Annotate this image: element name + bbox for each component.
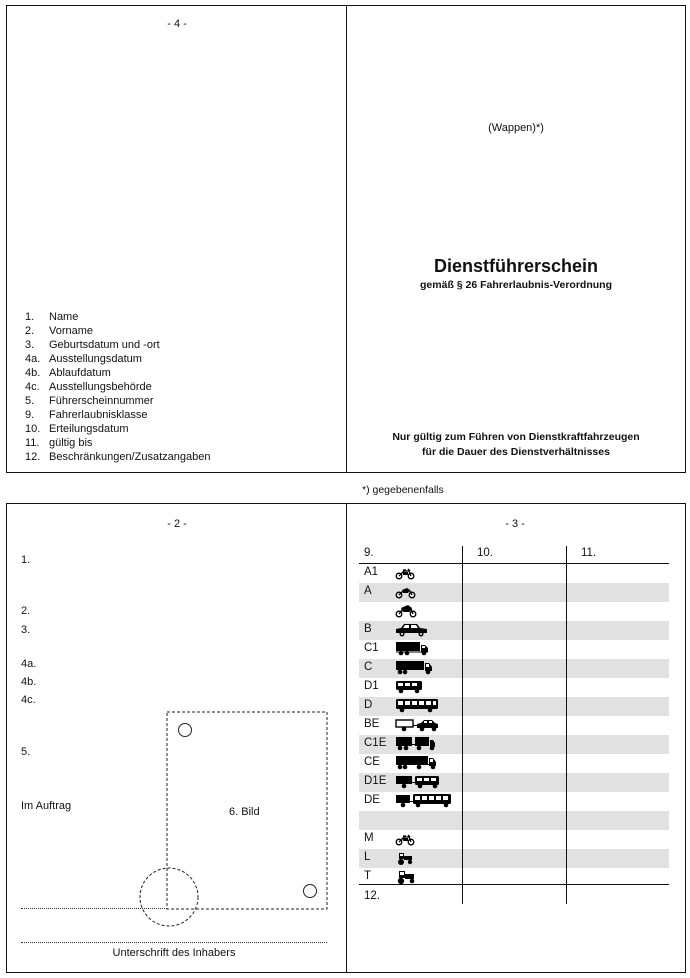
minibus-trailer-icon (395, 775, 440, 792)
field-legend (25, 310, 210, 464)
license-class-label: M (364, 832, 374, 844)
license-class-label: BE (364, 718, 380, 730)
table-row (359, 659, 669, 678)
official-seal-area (140, 868, 198, 926)
legend-label: Führerscheinnummer (49, 395, 154, 407)
classes-page (347, 504, 685, 972)
light-truck-trailer-icon (395, 737, 436, 754)
legend-item (25, 450, 210, 464)
column-rule-10 (462, 546, 463, 904)
license-class-label: CE (364, 756, 380, 768)
im-auftrag-label: Im Auftrag (21, 800, 72, 812)
license-class-table (359, 546, 669, 907)
legend-item (25, 408, 210, 422)
table-row (359, 773, 669, 792)
holder-signature-label: Unterschrift des Inhabers (112, 947, 236, 959)
document-subtitle: gemäß § 26 Fahrerlaubnis-Verordnung (420, 279, 612, 291)
license-class-label: B (364, 623, 372, 635)
moped-small-icon (395, 832, 416, 849)
legend-number: 2. (25, 325, 35, 337)
legend-item (25, 310, 210, 324)
legend-item (25, 366, 210, 380)
car-icon (395, 623, 429, 640)
legend-label: Beschränkungen/Zusatzangaben (49, 451, 211, 463)
legend-number: 4c. (25, 381, 40, 393)
table-row (359, 792, 669, 811)
validity-note (347, 430, 685, 460)
bus-icon (395, 699, 439, 716)
license-class-label: C1 (364, 642, 379, 654)
validity-note-line2: für die Dauer des Dienstverhältnisses (422, 446, 610, 458)
legend-number: 5. (25, 395, 35, 407)
photo-area (7, 504, 345, 972)
legend-label: Ausstellungsdatum (49, 353, 142, 365)
page-number-4: - 4 - (167, 18, 187, 30)
row-12-label: 12. (364, 890, 380, 902)
license-class-label: C1E (364, 737, 387, 749)
motorcycle-large-icon (395, 604, 418, 621)
field-2: 2. (21, 605, 31, 617)
column-rule-11 (566, 546, 567, 904)
table-row (359, 754, 669, 773)
header-11: 11. (581, 547, 597, 559)
legend-number: 4b. (25, 367, 41, 379)
license-class-label: A1 (364, 566, 379, 578)
table-row (359, 697, 669, 716)
legend-item (25, 338, 210, 352)
legend-number: 1. (25, 311, 35, 323)
field-4a: 4a. (21, 658, 37, 670)
legend-number: 4a. (25, 353, 41, 365)
photo-hole-top-left (179, 724, 192, 737)
legend-item (25, 394, 210, 408)
legend-label: Vorname (49, 325, 94, 337)
legend-label: Ablaufdatum (49, 367, 111, 379)
table-row (359, 621, 669, 640)
table-row (359, 602, 669, 621)
motorcycle-icon (395, 585, 417, 602)
license-front-panel (6, 5, 686, 473)
license-class-label: D1 (364, 680, 379, 692)
license-class-label: L (364, 851, 371, 863)
page-number-2: - 2 - (167, 518, 187, 530)
document-title: Dienstführerschein (433, 256, 599, 276)
footnote: *) gegebenenfalls (362, 484, 444, 496)
table-row (359, 678, 669, 697)
table-row (359, 735, 669, 754)
legend-label: Geburtsdatum und -ort (49, 339, 160, 351)
legend-number: 12. (25, 451, 41, 463)
legend-item (25, 380, 210, 394)
license-inner-panel (6, 503, 686, 973)
articulated-truck-icon (395, 756, 437, 773)
table-row (359, 811, 669, 830)
legend-number: 9. (25, 409, 35, 421)
minibus-icon (395, 680, 423, 697)
tractor-icon (395, 851, 414, 868)
field-1: 1. (21, 554, 31, 566)
license-class-label: DE (364, 794, 380, 806)
truck-icon (395, 661, 433, 678)
table-row (359, 640, 669, 659)
table-row (359, 830, 669, 849)
license-class-label: A (364, 585, 372, 597)
header-9: 9. (364, 547, 374, 559)
photo-label: 6. Bild (229, 806, 260, 818)
legend-label: Name (49, 311, 79, 323)
legend-label: Ausstellungsbehörde (49, 381, 152, 393)
legend-item (25, 352, 210, 366)
table-row (359, 583, 669, 602)
legend-label: Fahrerlaubnisklasse (49, 409, 148, 421)
legend-label: gültig bis (49, 437, 93, 449)
table-row (359, 716, 669, 735)
license-class-label: D (364, 699, 373, 711)
legend-item (25, 436, 210, 450)
fold-divider (346, 6, 347, 472)
table-row (359, 849, 669, 868)
field-3: 3. (21, 624, 31, 636)
photo-hole-bottom-right (304, 885, 317, 898)
bus-trailer-icon (395, 794, 452, 811)
license-class-label: D1E (364, 775, 387, 787)
row12-rule (359, 884, 669, 885)
license-class-label: T (364, 870, 372, 882)
validity-note-line1: Nur gültig zum Führen von Dienstkraftfahrzeugen (392, 431, 640, 443)
car-trailer-icon (395, 718, 439, 735)
legend-number: 10. (25, 423, 41, 435)
field-5: 5. (21, 746, 31, 758)
legend-number: 11. (25, 437, 40, 449)
legend-number: 3. (25, 339, 35, 351)
coat-of-arms-placeholder: (Wappen)*) (488, 122, 544, 134)
table-row (359, 564, 669, 583)
header-10: 10. (477, 547, 493, 559)
table-header (359, 546, 669, 564)
official-signature-line (21, 908, 167, 909)
header-rule (359, 563, 669, 564)
light-truck-icon (395, 642, 429, 659)
row-12 (359, 887, 669, 907)
field-4b: 4b. (21, 676, 37, 688)
moped-icon (395, 566, 416, 583)
license-class-label: C (364, 661, 373, 673)
legend-item (25, 422, 210, 436)
page-number-3: - 3 - (505, 518, 525, 530)
holder-signature-line (21, 942, 327, 943)
legend-item (25, 324, 210, 338)
field-4c: 4c. (21, 694, 36, 706)
legend-label: Erteilungsdatum (49, 423, 129, 435)
